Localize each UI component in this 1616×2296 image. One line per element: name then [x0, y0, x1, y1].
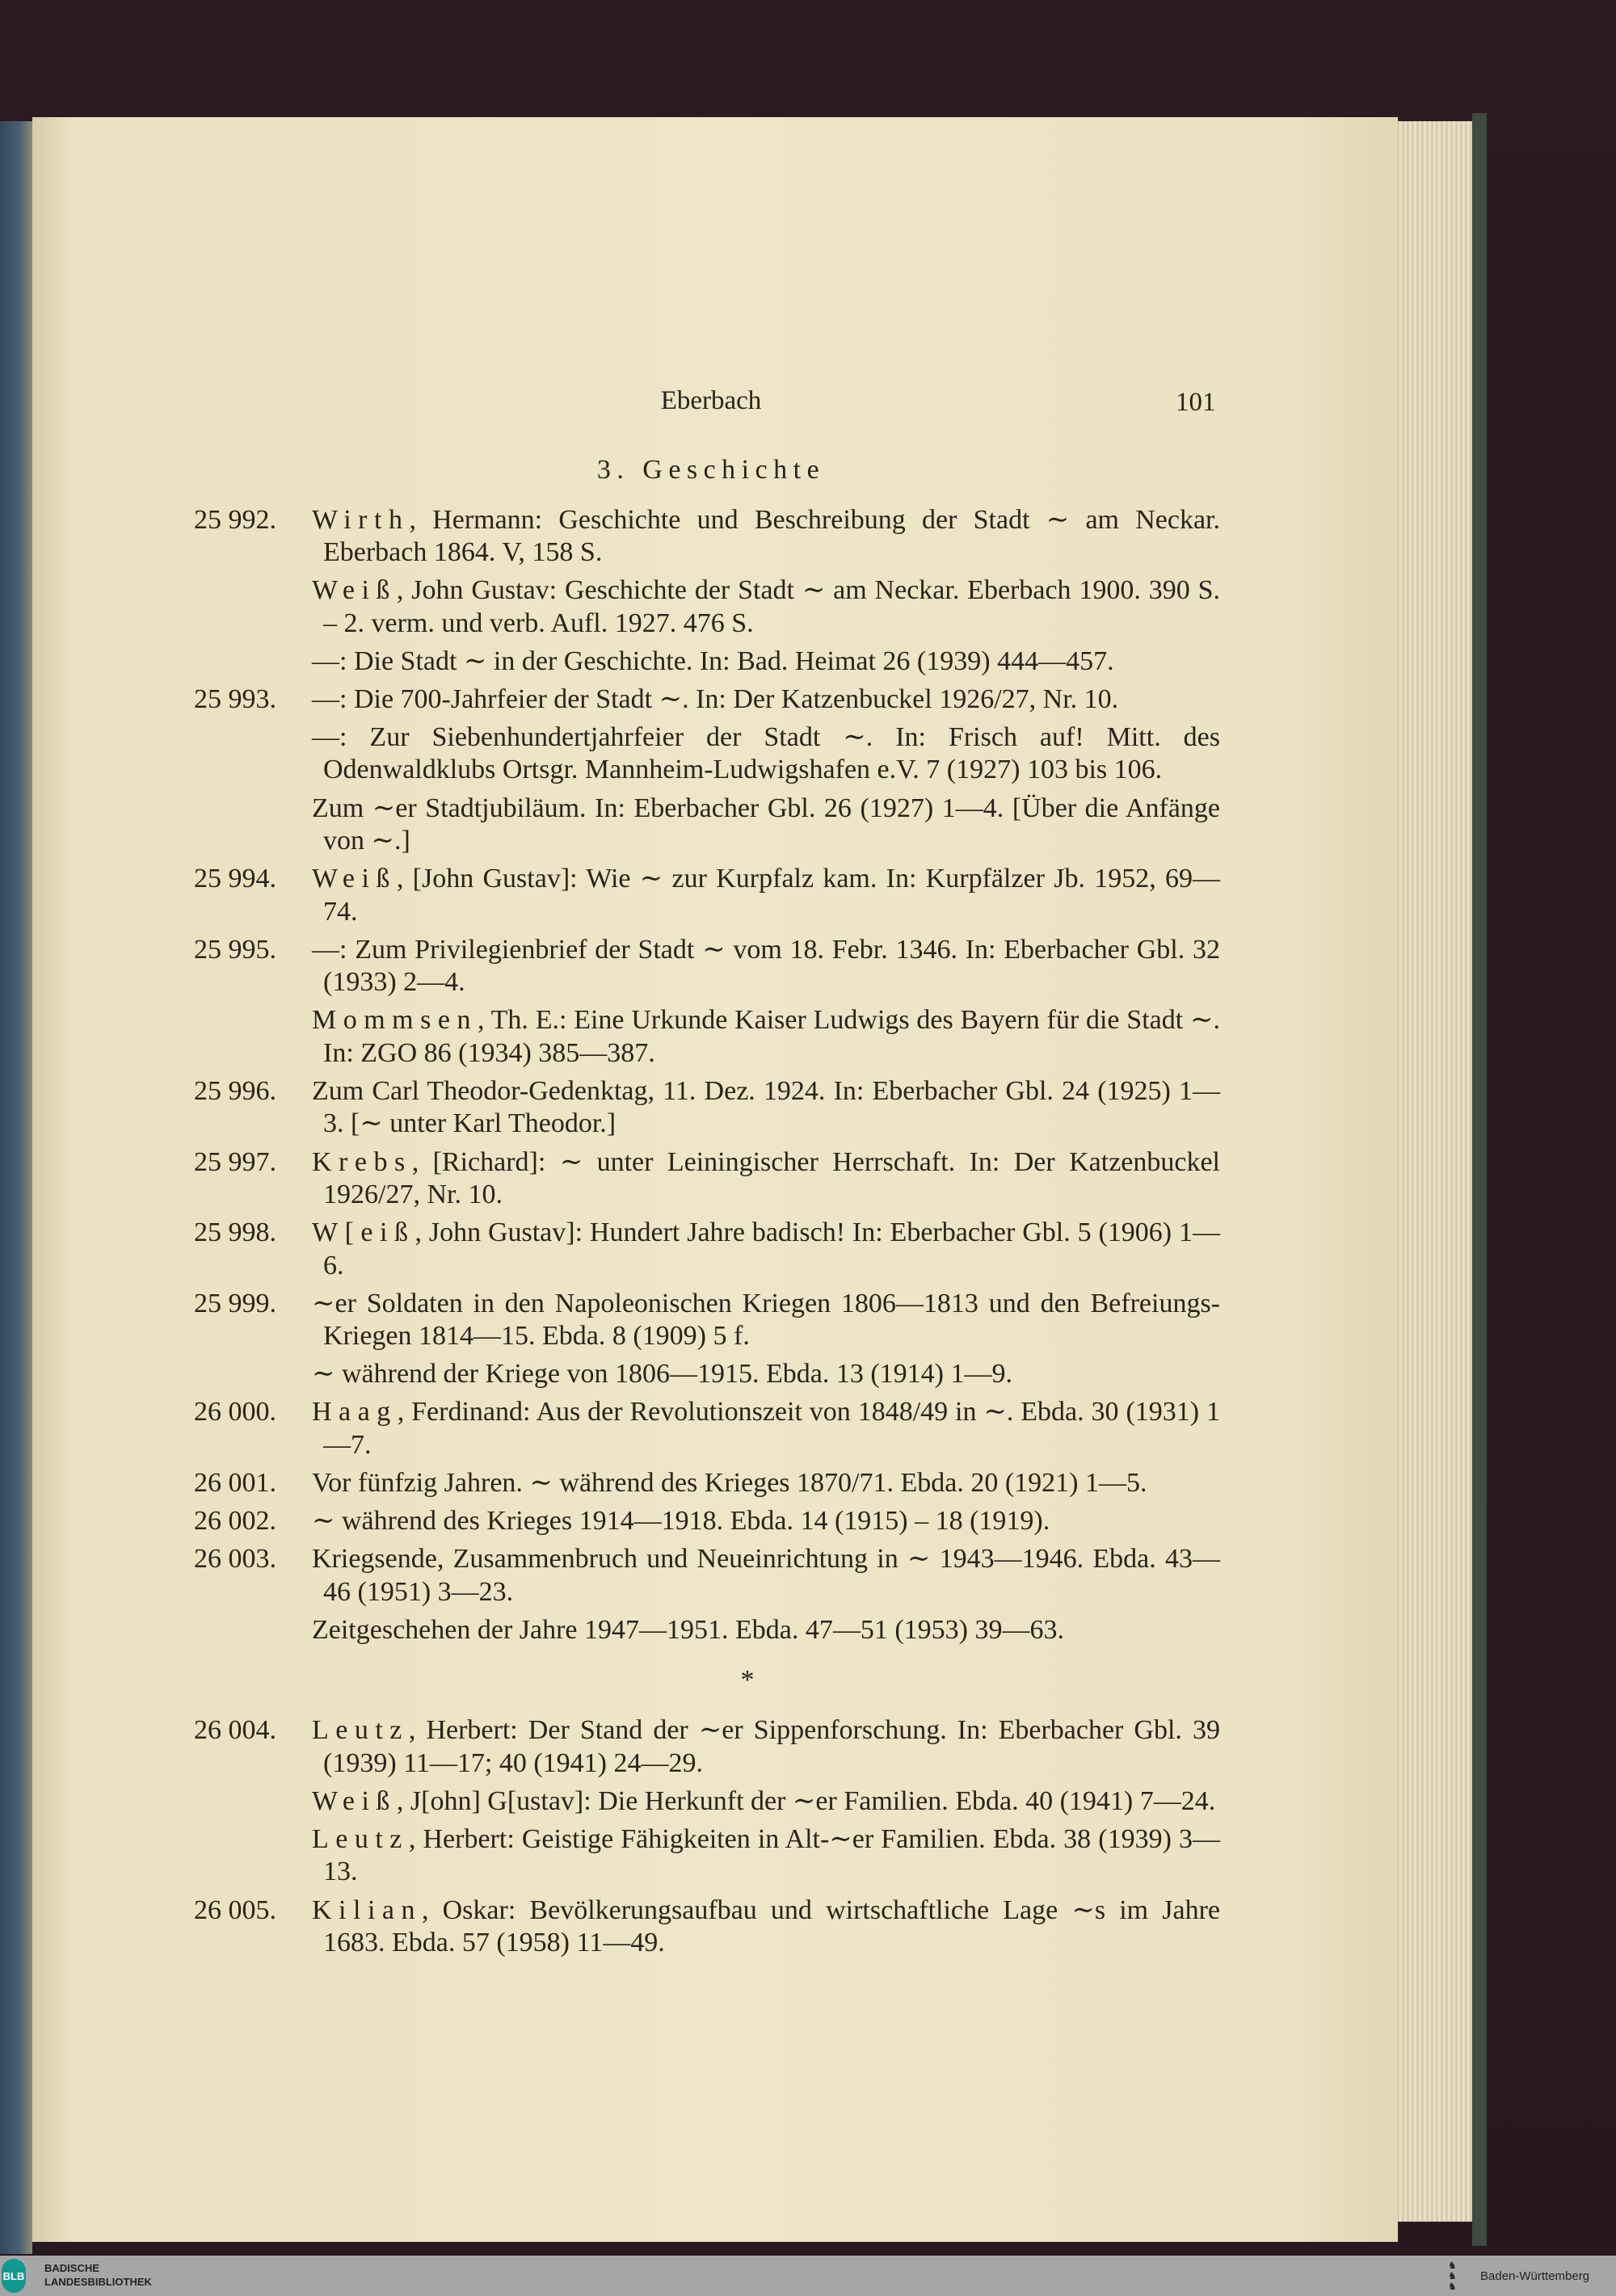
entry-number: 25 998. — [194, 1217, 276, 1248]
citation — [312, 934, 1220, 999]
entry-number: 25 997. — [194, 1146, 276, 1177]
author-name: Haag — [312, 1397, 398, 1428]
citation-text: ∼ während des Krieges 1914—1918. Ebda. 14 (1915) – 18 (1919). — [312, 1506, 1050, 1537]
citation-text: , Hermann: Geschichte und Beschreibung der Stadt ∼ am Neckar. Eberbach 1864. V, 158 S. — [323, 504, 1220, 568]
author-name: Krebs — [312, 1146, 412, 1177]
citation — [312, 683, 1220, 717]
citation-text: , John Gustav: Geschichte der Stadt ∼ am Neckar. Eberbach 1900. 390 S. – 2. verm. und verb. Aufl. 1927. 476 S. — [323, 575, 1220, 638]
baden-wuerttemberg-label: Baden-Württemberg — [1480, 2269, 1590, 2283]
citation — [301, 574, 1220, 640]
bibliography-entry — [194, 1217, 1220, 1282]
citation-text: Kriegsende, Zusammenbruch und Neueinrichtung in ∼ 1943—1946. Ebda. 43—46 (1951) 3—23. — [312, 1544, 1220, 1607]
citation — [312, 1146, 1220, 1212]
baden-wuerttemberg-lions-icon: ♞ ♞ ♞ — [1448, 2260, 1457, 2292]
citation-text: , Oskar: Bevölkerungsaufbau und wirtschaftliche Lage ∼s im Jahre 1683. Ebda. 57 (1958) 11—49. — [323, 1894, 1220, 1958]
section-heading: 3. Geschichte — [596, 455, 826, 485]
citation-text: ∼er Soldaten in den Napoleonischen Kriegen 1806—1813 und den Befreiungs-Kriegen 1814—15. Ebda. 8 (1909) 5 f. — [312, 1288, 1220, 1352]
citation — [312, 863, 1220, 928]
entry-number: 26 005. — [194, 1894, 276, 1925]
citation — [312, 1396, 1220, 1461]
book-binding — [0, 121, 32, 2254]
citation — [312, 1288, 1220, 1353]
bibliography-entry — [194, 934, 1220, 1070]
citation — [312, 1075, 1220, 1141]
citation-text: , Herbert: Der Stand der ∼er Sippenforschung. In: Eberbacher Gbl. 39 (1939) 11—17; 40 (1941) 24—29. — [323, 1715, 1220, 1778]
citation — [312, 1467, 1220, 1500]
footer-bar — [0, 2256, 1616, 2296]
entry-number: 25 995. — [194, 934, 276, 965]
citation-text: , Ferdinand: Aus der Revolutionszeit von 1848/49 in ∼. Ebda. 30 (1931) 1—7. — [323, 1397, 1220, 1460]
citation-text: , J[ohn] G[ustav]: Die Herkunft der ∼er Familien. Ebda. 40 (1941) 7—24. — [396, 1785, 1216, 1816]
citation-text: ∼ während der Kriege von 1806—1915. Ebda. 13 (1914) 1—9. — [312, 1359, 1012, 1390]
entry-number: 25 996. — [194, 1075, 276, 1106]
bibliography-entry — [194, 863, 1220, 928]
citation-text: , Th. E.: Eine Urkunde Kaiser Ludwigs des Bayern für die Stadt ∼. In: ZGO 86 (1934) 385—387. — [323, 1005, 1220, 1068]
citation — [312, 1894, 1220, 1960]
bibliography-entries — [194, 498, 1220, 1960]
author-name: Mommsen — [312, 1005, 478, 1036]
entry-number: 26 004. — [194, 1715, 276, 1746]
citation-text: —: Die Stadt ∼ in der Geschichte. In: Bad. Heimat 26 (1939) 444—457. — [312, 645, 1114, 676]
citation-text: —: Die 700-Jahrfeier der Stadt ∼. In: Der Katzenbuckel 1926/27, Nr. 10. — [312, 683, 1119, 714]
citation — [301, 1358, 1220, 1391]
bibliography-entry — [194, 1894, 1220, 1960]
author-name: Leutz — [312, 1715, 409, 1746]
citation — [301, 1004, 1220, 1070]
citation-text: , [John Gustav]: Wie ∼ zur Kurpfalz kam. In: Kurpfälzer Jb. 1952, 69—74. — [323, 864, 1220, 927]
author-name: Weiß — [312, 864, 397, 894]
bibliography-entry — [194, 1714, 1220, 1889]
citation-text: , John Gustav]: Hundert Jahre badisch! In: Eberbacher Gbl. 5 (1906) 1—6. — [323, 1217, 1220, 1280]
entry-number: 26 001. — [194, 1468, 276, 1498]
blb-name-line1: BADISCHE — [44, 2262, 99, 2274]
author-name: Weiß — [312, 1785, 397, 1816]
bibliography-entry — [194, 1288, 1220, 1391]
bibliography-entry — [194, 1543, 1220, 1646]
entry-number: 25 999. — [194, 1288, 276, 1318]
page-edges — [1390, 121, 1475, 2222]
citation — [312, 1714, 1220, 1780]
blb-name-line2: LANDESBIBLIOTHEK — [44, 2276, 152, 2288]
bibliography-entry — [194, 1467, 1220, 1500]
page-number: 101 — [1176, 388, 1216, 417]
bibliography-entry — [194, 683, 1220, 858]
citation — [301, 721, 1220, 787]
section-separator: * — [740, 1665, 755, 1696]
citation — [301, 1785, 1220, 1819]
citation-text: , [Richard]: ∼ unter Leiningischer Herrschaft. In: Der Katzenbuckel 1926/27, Nr. 10. — [323, 1146, 1220, 1210]
bibliography-entry — [194, 504, 1220, 679]
bibliography-entry — [194, 1505, 1220, 1538]
running-head: Eberbach — [660, 386, 762, 415]
citation-text: —: Zum Privilegienbrief der Stadt ∼ vom 18. Febr. 1346. In: Eberbacher Gbl. 32 (1933) 2—4. — [312, 934, 1220, 998]
bibliography-entry — [194, 1396, 1220, 1461]
citation — [301, 645, 1220, 679]
bibliography-entry — [194, 1146, 1220, 1212]
entry-number: 26 000. — [194, 1397, 276, 1428]
citation — [301, 1614, 1220, 1647]
author-name: Wirth — [312, 504, 410, 535]
citation — [312, 1217, 1220, 1282]
citation-text: Vor fünfzig Jahren. ∼ während des Krieges 1870/71. Ebda. 20 (1921) 1—5. — [312, 1468, 1147, 1498]
citation — [312, 504, 1220, 570]
citation — [301, 1823, 1220, 1889]
citation-text: —: Zur Siebenhundertjahrfeier der Stadt ∼. In: Frisch auf! Mitt. des Odenwaldklubs Ortsgr. Mannheim-Ludwigshafen e.V. 7 (1927) 103 bis 106. — [312, 721, 1220, 785]
entry-number: 26 003. — [194, 1544, 276, 1575]
citation — [312, 1543, 1220, 1608]
author-name: Weiß — [312, 575, 397, 606]
citation-text: , Herbert: Geistige Fähigkeiten in Alt-∼er Familien. Ebda. 38 (1939) 3—13. — [323, 1823, 1220, 1887]
entry-number: 25 994. — [194, 864, 276, 894]
book-page — [32, 117, 1398, 2242]
author-name: Kilian — [312, 1894, 422, 1925]
citation — [312, 1505, 1220, 1538]
bibliography-entry — [194, 1075, 1220, 1141]
citation — [301, 793, 1220, 858]
blb-logo: BLB — [2, 2259, 26, 2293]
citation-text: Zum ∼er Stadtjubiläum. In: Eberbacher Gbl. 26 (1927) 1—4. [Über die Anfänge von ∼.] — [312, 793, 1220, 856]
author-name: W[eiß — [312, 1217, 415, 1248]
citation-text: Zeitgeschehen der Jahre 1947—1951. Ebda. 47—51 (1953) 39—63. — [312, 1614, 1064, 1645]
entry-number: 25 993. — [194, 683, 276, 714]
entry-number: 26 002. — [194, 1506, 276, 1537]
entry-number: 25 992. — [194, 504, 276, 535]
citation-text: Zum Carl Theodor-Gedenktag, 11. Dez. 1924. In: Eberbacher Gbl. 24 (1925) 1—3. [∼ unter Karl Theodor.] — [312, 1075, 1220, 1139]
book-cover-edge — [1472, 113, 1487, 2246]
author-name: Leutz — [312, 1823, 409, 1854]
